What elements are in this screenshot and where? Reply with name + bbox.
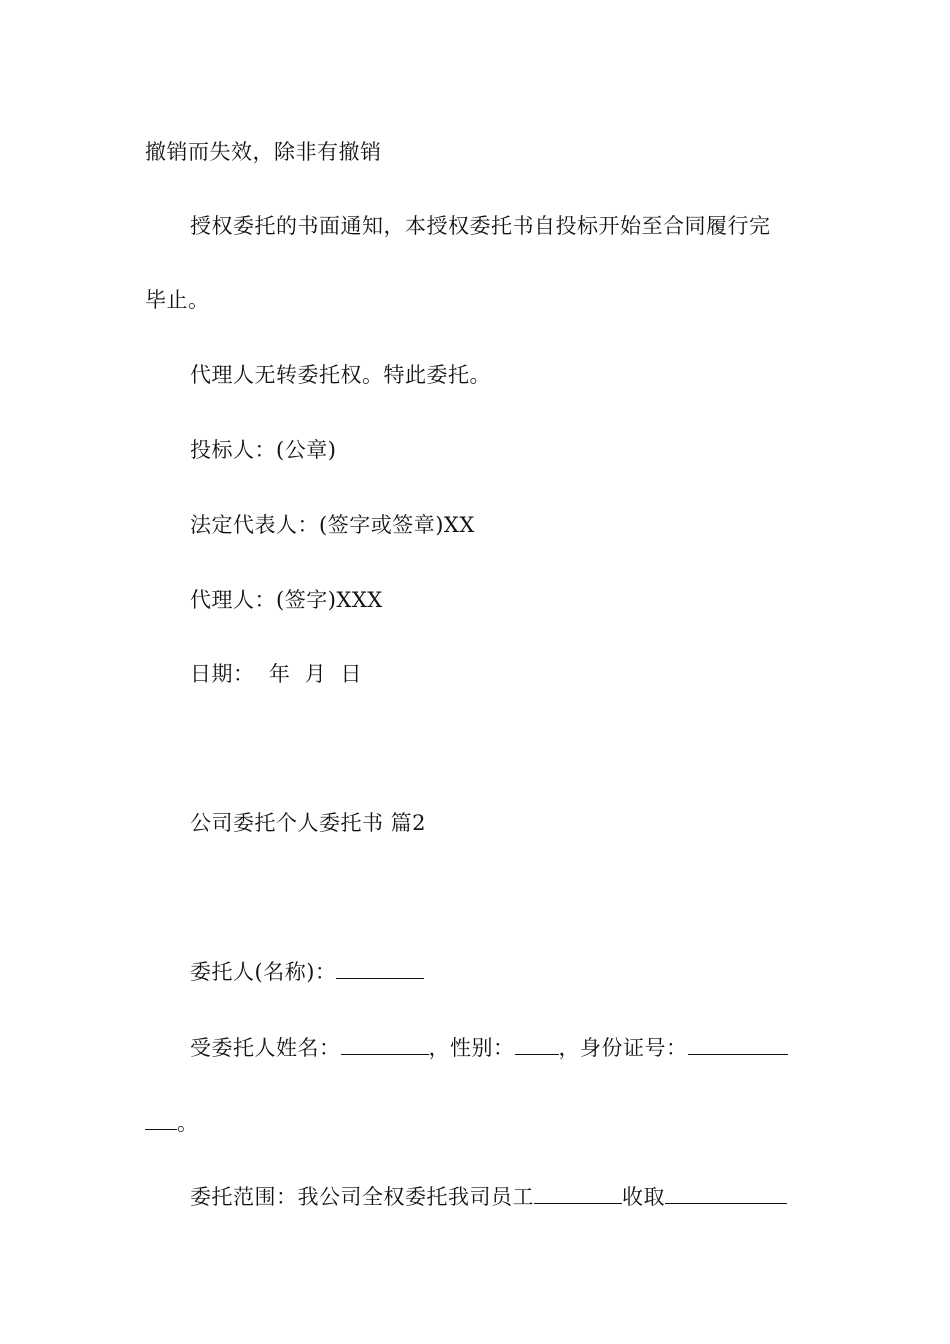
trustee-id-label: ，身份证号：: [558, 1036, 688, 1060]
principal-name-blank: [336, 960, 424, 979]
line-end-punctuation: 。: [177, 1111, 199, 1135]
section-heading: 公司委托个人委托书 篇2: [190, 811, 427, 835]
principal-name-label: 委托人(名称)：: [190, 960, 337, 984]
date-line: 日期： 年 月 日: [190, 662, 363, 686]
trustee-gender-label: ，性别：: [428, 1036, 515, 1060]
trustee-info-line: [190, 1033, 788, 1063]
collect-item-blank: [665, 1185, 787, 1204]
bidder-seal-line: 投标人：(公章): [190, 438, 337, 462]
agent-signature-line: 代理人：(签字)XXX: [190, 588, 383, 612]
trustee-name-label: 受委托人姓名：: [190, 1036, 341, 1060]
authorization-scope-line: [190, 1182, 787, 1212]
collect-label: 收取: [622, 1185, 665, 1209]
paragraph-line-1: 撤销而失效，除非有撤销: [145, 140, 382, 164]
paragraph-line-4: 代理人无转委托权。特此委托。: [190, 363, 491, 387]
trustee-id-blank-continued: [145, 1111, 177, 1130]
trustee-id-continuation-line: [145, 1108, 199, 1138]
paragraph-line-3: 毕止。: [145, 288, 210, 312]
trustee-name-blank: [341, 1036, 429, 1055]
employee-name-blank: [534, 1185, 622, 1204]
trustee-id-blank: [688, 1036, 788, 1055]
principal-name-line: [190, 957, 424, 987]
paragraph-line-2: 授权委托的书面通知，本授权委托书自投标开始至合同履行完: [190, 214, 771, 238]
legal-representative-line: 法定代表人：(签字或签章)XX: [190, 513, 475, 537]
scope-label: 委托范围：我公司全权委托我司员工: [190, 1185, 534, 1209]
trustee-gender-blank: [515, 1036, 559, 1055]
